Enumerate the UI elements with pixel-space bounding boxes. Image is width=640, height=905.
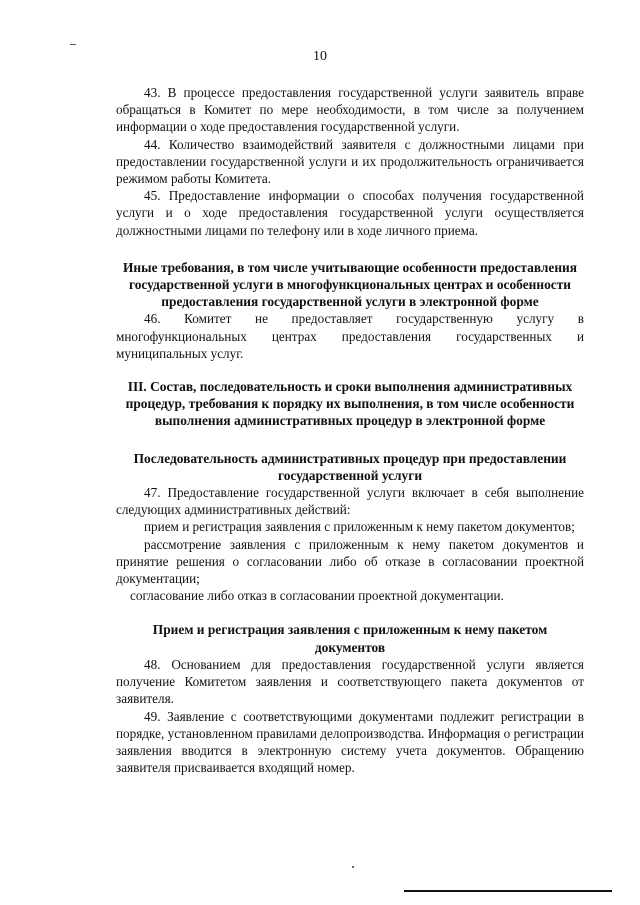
scan-dot [352, 866, 354, 868]
paragraph-45: 45. Предоставление информации о способах получения государственной услуги и о ходе предоставления государственной услуги осуществляется должностными лицами по телефону или в ходе личного приема. [116, 188, 584, 238]
paragraph-47-item-1: прием и регистрация заявления с приложенным к нему пакетом документов; [144, 519, 575, 535]
paragraph-47-item-3: согласование либо отказ в согласовании проектной документации. [130, 588, 504, 604]
paragraph-43: 43. В процессе предоставления государственной услуги заявитель вправе обращаться в Комитет по мере необходимости, в том числе за получением информации о ходе предоставления государственной услуги. [116, 85, 584, 135]
paragraph-46: 46. Комитет не предоставляет государственную услугу в многофункциональных центрах предоставления государственных и муниципальных услуг. [116, 311, 584, 361]
paragraph-47-item-2: рассмотрение заявления с приложенным к нему пакетом документов и принятие решения о согласовании либо об отказе в согласовании проектной документации; [116, 536, 584, 587]
heading-procedure-sequence: Последовательность административных процедур при предоставлении государственной услуги [133, 450, 567, 483]
page-number: 10 [313, 49, 327, 64]
bottom-rule [404, 890, 612, 892]
paragraph-49: 49. Заявление с соответствующими документами подлежит регистрации в порядке, установленном правилами делопроизводства. Информация о регистрации заявления вводится в электронную систему учета документов. Обращению заявителя присваивается входящий номер. [116, 708, 584, 776]
margin-mark [70, 44, 76, 45]
heading-section-3: III. Состав, последовательность и сроки выполнения административных процедур, требования к порядку их выполнения, в том числе особенности выполнения административных процедур в электронной форме [125, 379, 575, 429]
heading-reception-registration: Прием и регистрация заявления с приложенным к нему пакетом документов [152, 622, 548, 655]
paragraph-48: 48. Основанием для предоставления государственной услуги является получение Комитетом заявления и соответствующего пакета документов от заявителя. [116, 656, 584, 707]
heading-other-requirements: Иные требования, в том числе учитывающие особенности предоставления государственной услуги в многофункциональных центрах и особенности предоставления государственной услуги в электронной форме [122, 259, 578, 310]
document-body [116, 84, 584, 776]
paragraph-44: 44. Количество взаимодействий заявителя с должностными лицами при предоставлении государственной услуги и их продолжительность ограничивается режимом работы Комитета. [116, 136, 584, 187]
paragraph-47: 47. Предоставление государственной услуги включает в себя выполнение следующих административных действий: [116, 485, 584, 518]
